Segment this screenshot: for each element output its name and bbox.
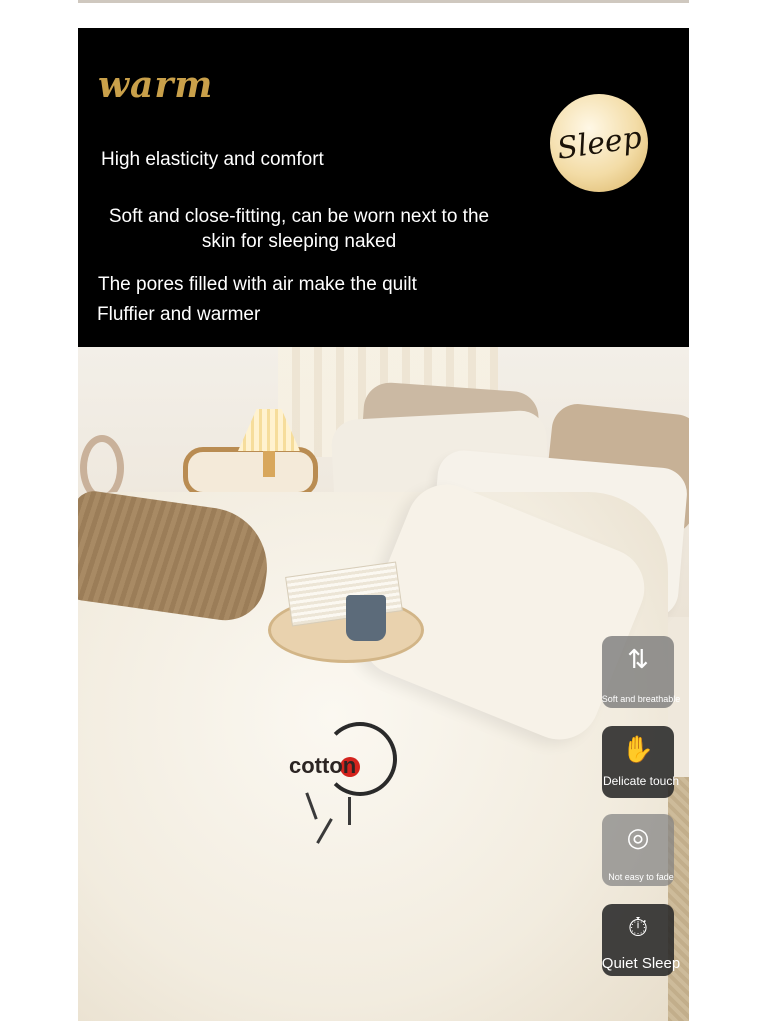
- description: Soft and close-fitting, can be worn next to the skin for sleeping naked: [108, 206, 490, 252]
- feature-delicate-touch: [602, 726, 680, 798]
- headline: High elasticity and comfort: [101, 149, 324, 170]
- side-table: [183, 447, 318, 497]
- lamp-base: [263, 451, 275, 477]
- stopwatch-icon: ⏱: [627, 913, 649, 943]
- swap-arrows-icon: ⇅: [627, 645, 649, 675]
- feature-soft-breathable: [601, 636, 681, 708]
- brand-word: warm: [98, 64, 214, 106]
- brush-stroke: [348, 797, 351, 825]
- sleep-badge: [550, 94, 648, 192]
- handshake-icon: ✋: [621, 735, 655, 765]
- feature-label: Soft and breathable: [601, 694, 681, 704]
- hero-banner: [78, 28, 689, 347]
- product-photo: [78, 347, 689, 1021]
- feature-quiet-sleep: [601, 904, 681, 976]
- feature-label: Not easy to fade: [608, 872, 674, 882]
- spiral-icon: ◎: [626, 823, 650, 853]
- feature-label: Delicate touch: [602, 774, 680, 788]
- detail-line-1: The pores filled with air make the quilt: [98, 274, 417, 295]
- sleep-badge-text: Sleep: [554, 119, 644, 167]
- detail-line-2: Fluffier and warmer: [97, 304, 261, 325]
- mug: [346, 595, 386, 641]
- feature-label: Quiet Sleep: [601, 955, 681, 972]
- feature-not-easy-to-fade: [602, 814, 674, 886]
- fabric-label: cotton: [289, 753, 357, 778]
- top-divider: [78, 0, 689, 3]
